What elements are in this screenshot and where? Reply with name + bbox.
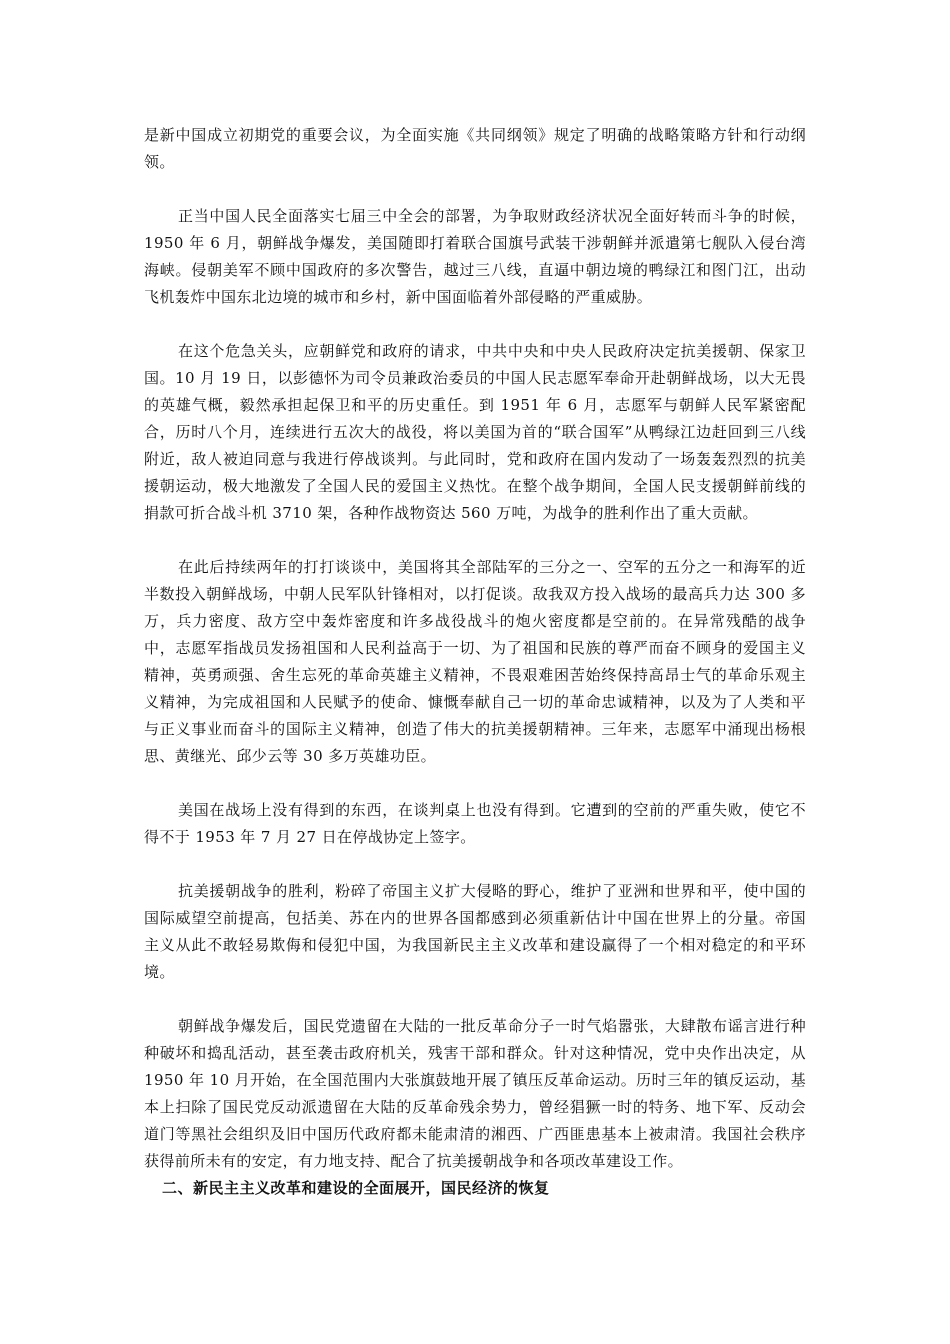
paragraph-armistice: 美国在战场上没有得到的东西，在谈判桌上也没有得到。它遭到的空前的严重失败，使它不得不于 1953 年 7 月 27 日在停战协定上签字。 (144, 801, 806, 846)
paragraph-korean-war-outbreak: 正当中国人民全面落实七届三中全会的部署，为争取财政经济状况全面好转而斗争的时候，1950 年 6 月，朝鲜战争爆发，美国随即打着联合国旗号武装干涉朝鲜并派遣第七舰队入侵台湾海峡。侵朝美军不顾中国政府的多次警告，越过三八线，直逼中朝边境的鸭绿江和图门江，出动飞机轰炸中国东北边境的城市和乡村，新中国面临着外部侵略的严重威胁。 (144, 207, 806, 306)
paragraph-suppress-counterrevolution: 朝鲜战争爆发后，国民党遗留在大陆的一批反革命分子一时气焰嚣张，大肆散布谣言进行种种破坏和捣乱活动，甚至袭击政府机关，残害干部和群众。针对这种情况，党中央作出决定，从 1950 年 10 月开始，在全国范围内大张旗鼓地开展了镇压反革命运动。历时三年的镇反运动，基本上扫除了国民党反动派遗留在大陆的反革命残余势力，曾经猖獗一时的特务、地下军、反动会道门等黑社会组织及旧中国历代政府都未能肃清的湘西、广西匪患基本上被肃清。我国社会秩序获得前所未有的安定，有力地支持、配合了抗美援朝战争和各项改革建设工作。 (144, 1017, 806, 1170)
paragraph-resist-us-aid-korea: 在这个危急关头，应朝鲜党和政府的请求，中共中央和中央人民政府决定抗美援朝、保家卫国。10 月 19 日，以彭德怀为司令员兼政治委员的中国人民志愿军奉命开赴朝鲜战场，以大无畏的英雄气概，毅然承担起保卫和平的历史重任。到 1951 年 6 月，志愿军与朝鲜人民军紧密配合，历时八个月，连续进行五次大的战役，将以美国为首的“联合国军”从鸭绿江边赶回到三八线附近，敌人被迫同意与我进行停战谈判。与此同时，党和政府在国内发动了一场轰轰烈烈的抗美援朝运动，极大地激发了全国人民的爱国主义热忱。在整个战争期间，全国人民支援朝鲜前线的捐款可折合战斗机 3710 架，各种作战物资达 560 万吨，为战争的胜利作出了重大贡献。 (144, 342, 806, 522)
paragraph-victory-significance: 抗美援朝战争的胜利，粉碎了帝国主义扩大侵略的野心，维护了亚洲和世界和平，使中国的国际威望空前提高，包括美、苏在内的世界各国都感到必须重新估计中国在世界上的分量。帝国主义从此不敢轻易欺侮和侵犯中国，为我国新民主主义改革和建设赢得了一个相对稳定的和平环境。 (144, 882, 806, 981)
section-heading: 二、新民主主义改革和建设的全面展开，国民经济的恢复 (162, 1179, 550, 1197)
paragraph-continuation: 是新中国成立初期党的重要会议，为全面实施《共同纲领》规定了明确的战略策略方针和行动纲领。 (144, 126, 806, 171)
document-page (144, 122, 806, 1202)
paragraph-two-years-fighting: 在此后持续两年的打打谈谈中，美国将其全部陆军的三分之一、空军的五分之一和海军的近半数投入朝鲜战场，中朝人民军队针锋相对，以打促谈。敌我双方投入战场的最高兵力达 300 多万，兵力密度、敌方空中轰炸密度和许多战役战斗的炮火密度都是空前的。在异常残酷的战争中，志愿军指战员发扬祖国和人民利益高于一切、为了祖国和民族的尊严而奋不顾身的爱国主义精神，英勇顽强、舍生忘死的革命英雄主义精神，不畏艰难困苦始终保持高昂士气的革命乐观主义精神，为完成祖国和人民赋予的使命、慷慨奉献自己一切的革命忠诚精神，以及为了人类和平与正义事业而奋斗的国际主义精神，创造了伟大的抗美援朝精神。三年来，志愿军中涌现出杨根思、黄继光、邱少云等 30 多万英雄功臣。 (144, 558, 806, 765)
